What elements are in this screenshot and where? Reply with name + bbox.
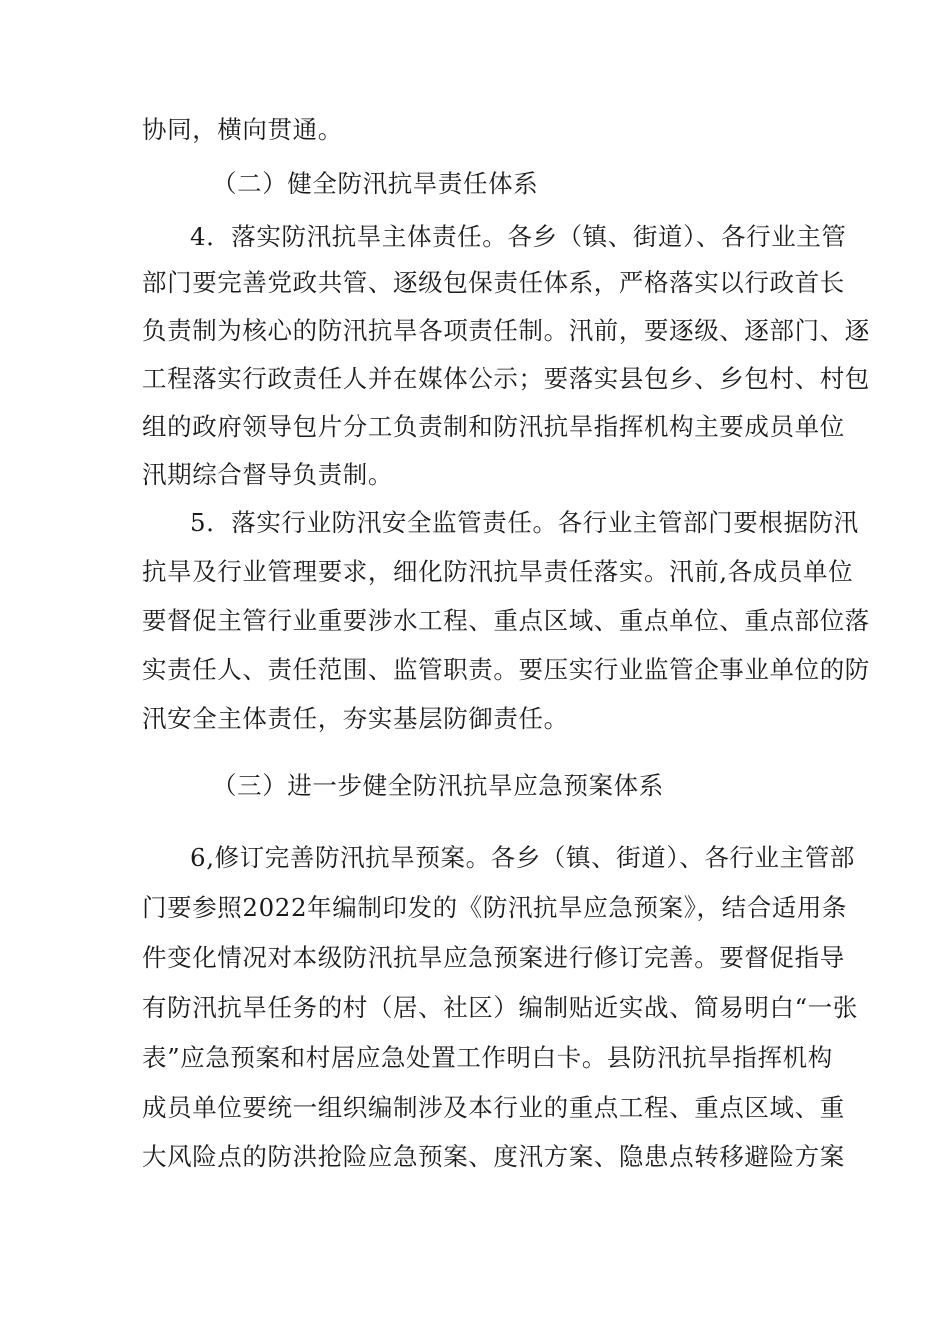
text-line: 有防汛抗旱任务的村（居、社区）编制贴近实战、简易明白“一张 bbox=[142, 993, 858, 1022]
text-line: 要督促主管行业重要涉水工程、重点区域、重点单位、重点部位落 bbox=[142, 606, 870, 635]
text-line: 实责任人、责任范围、监管职责。要压实行业监管企事业单位的防 bbox=[142, 655, 870, 684]
text-line: 负责制为核心的防汛抗旱各项责任制。汛前，要逐级、逐部门、逐 bbox=[142, 316, 870, 345]
text-line: 汛期综合督导负责制。 bbox=[142, 460, 393, 489]
text-line: 协同，横向贯通。 bbox=[142, 115, 343, 144]
text-line: 工程落实行政责任人并在媒体公示；要落实县包乡、乡包村、村包 bbox=[142, 364, 870, 393]
text-line: 门要参照2022年编制印发的《防汛抗旱应急预案》，结合适用条 bbox=[142, 893, 848, 922]
section-heading-3: （三）进一步健全防汛抗旱应急预案体系 bbox=[212, 771, 664, 800]
text-line: 件变化情况对本级防汛抗旱应急预案进行修订完善。要督促指导 bbox=[142, 943, 845, 972]
text-line: 组的政府领导包片分工负责制和防汛抗旱指挥机构主要成员单位 bbox=[142, 412, 845, 441]
section-heading-2: （二）健全防汛抗旱责任体系 bbox=[212, 169, 539, 198]
text-line: 5．落实行业防汛安全监管责任。各行业主管部门要根据防汛 bbox=[190, 508, 859, 537]
text-line: 汛安全主体责任，夯实基层防御责任。 bbox=[142, 704, 569, 733]
text-line: 部门要完善党政共管、逐级包保责任体系，严格落实以行政首长 bbox=[142, 268, 845, 297]
text-line: 6,修订完善防汛抗旱预案。各乡（镇、街道）、各行业主管部 bbox=[190, 843, 855, 872]
text-line: 表”应急预案和村居应急处置工作明白卡。县防汛抗旱指挥机构 bbox=[142, 1043, 833, 1072]
text-line: 抗旱及行业管理要求，细化防汛抗旱责任落实。汛前,各成员单位 bbox=[142, 557, 854, 586]
text-line: 成员单位要统一组织编制涉及本行业的重点工程、重点区域、重 bbox=[142, 1093, 845, 1122]
text-line: 大风险点的防洪抢险应急预案、度汛方案、隐患点转移避险方案 bbox=[142, 1142, 845, 1171]
text-line: 4．落实防汛抗旱主体责任。各乡（镇、街道）、各行业主管 bbox=[190, 222, 847, 251]
